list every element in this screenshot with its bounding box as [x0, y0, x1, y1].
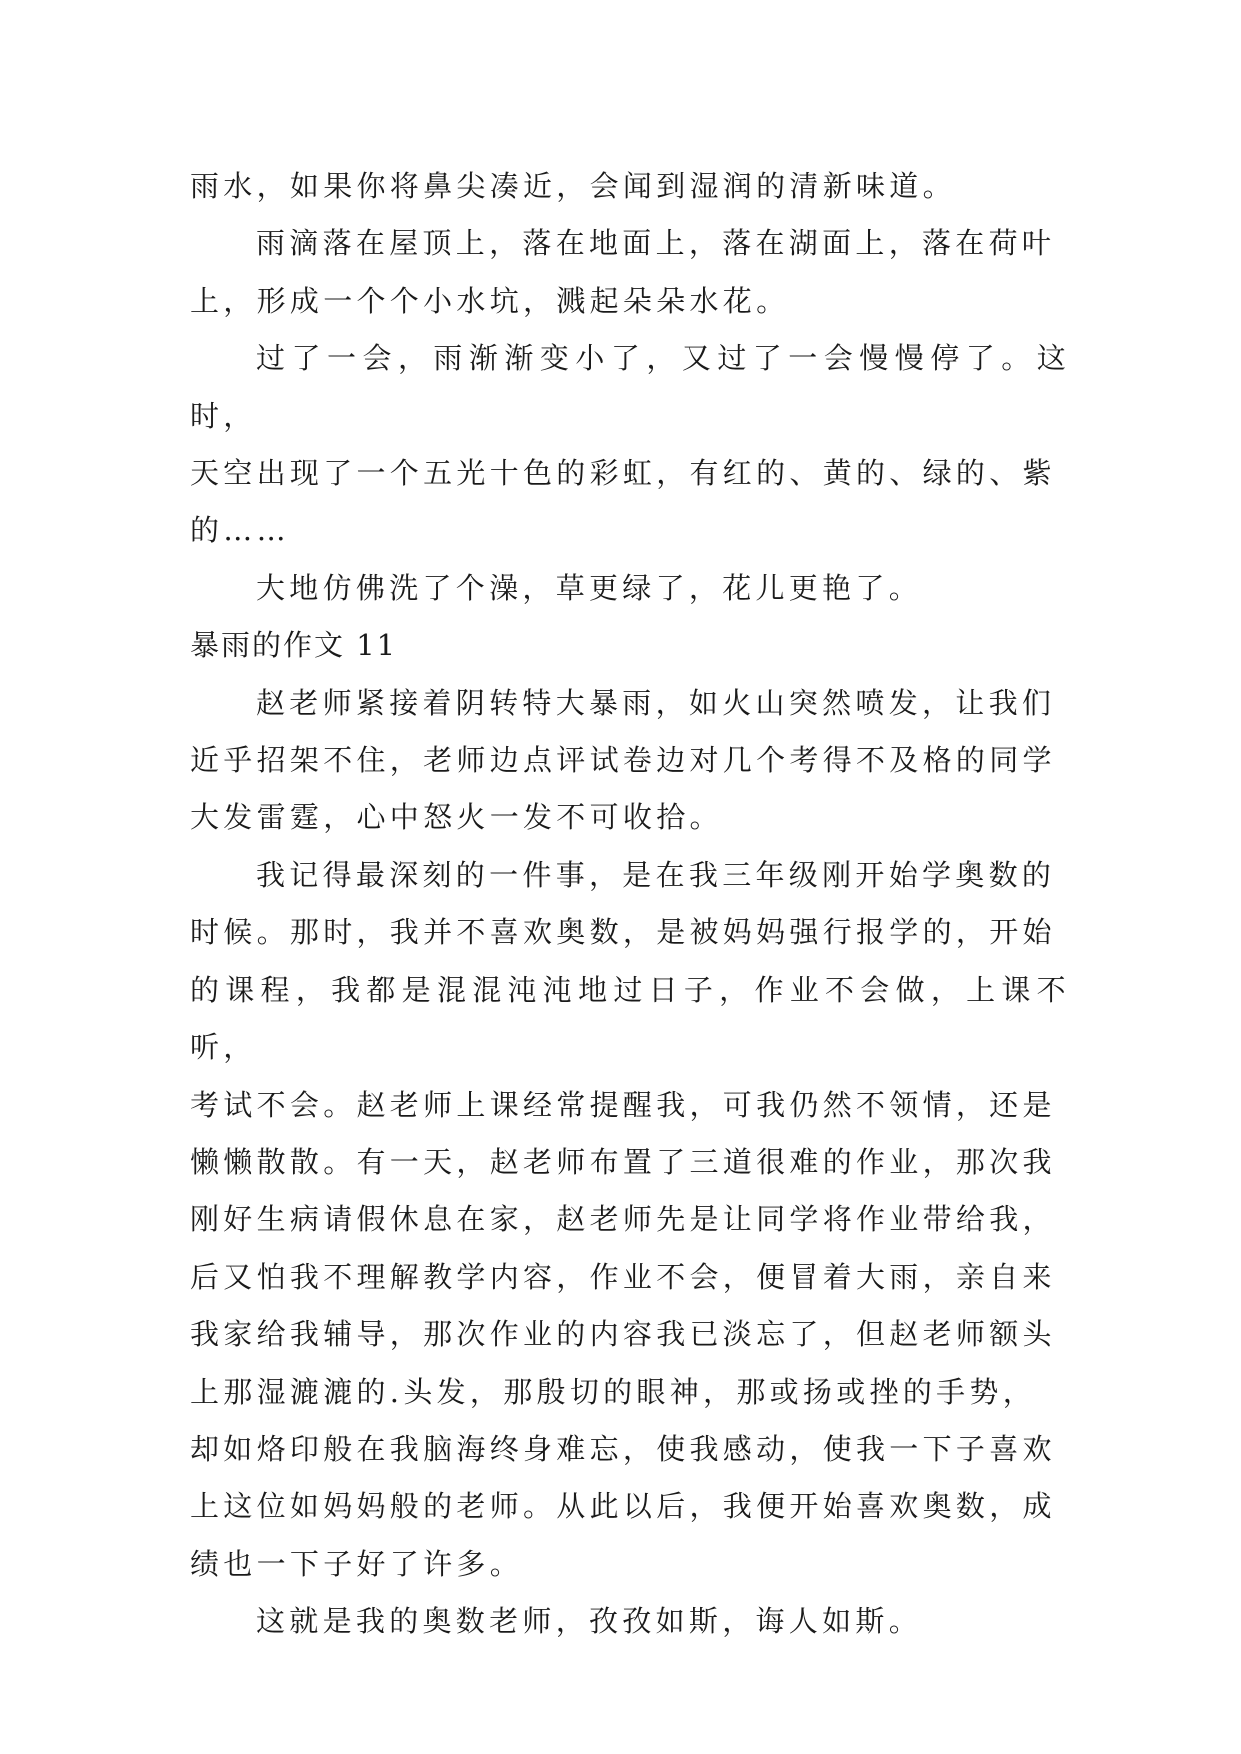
paragraph: 大地仿佛洗了个澡，草更绿了，花儿更艳了。 [256, 570, 923, 605]
paragraph: 雨水，如果你将鼻尖凑近，会闻到湿润的清新味道。 [190, 169, 956, 203]
section-title: 暴雨的作文 11 [190, 628, 398, 663]
paragraph: 这就是我的奥数老师，孜孜如斯，诲人如斯。 [256, 1604, 923, 1639]
paragraph: 过了一会，雨渐渐变小了，又过了一会慢慢停了。这时， 天空出现了一个五光十色的彩虹，有红的、黄的、绿的、紫 的…… [190, 341, 1070, 548]
paragraph: 雨滴落在屋顶上，落在地面上，落在湖面上，落在荷叶 上，形成一个个小水坑，溅起朵朵水花。 [190, 226, 1056, 318]
paragraph: 我记得最深刻的一件事，是在我三年级刚开始学奥数的 时候。那时，我并不喜欢奥数，是被妈妈强行报学的，开始 的课程，我都是混混沌沌地过日子，作业不会做，上课不听， 考试不会。赵老师上课经常提醒我，可我仍然不领情，还是 懒懒散散。有一天，赵老师布置了三道很难的作业，那次我 刚好生病请假休息在家，赵老师先是让同学将作业带给我， 后又怕我不理解教学内容，作业不会，便冒着大雨，亲自来 我家给我辅导，那次作业的内容我已淡忘了，但赵老师额头 上那湿漉漉的.头发，那殷切的眼神，那或扬或挫的手势， 却如烙印般在我脑海终身难忘，使我感动，使我一下子喜欢 上这位如妈妈般的老师。从此以后，我便开始喜欢奥数，成 绩也一下子好了许多。 [190, 857, 1070, 1581]
document-body [190, 158, 1070, 1651]
paragraph: 赵老师紧接着阴转特大暴雨，如火山突然喷发，让我们 近乎招架不住，老师边点评试卷边对几个考得不及格的同学 大发雷霆，心中怒火一发不可收拾。 [190, 685, 1056, 835]
